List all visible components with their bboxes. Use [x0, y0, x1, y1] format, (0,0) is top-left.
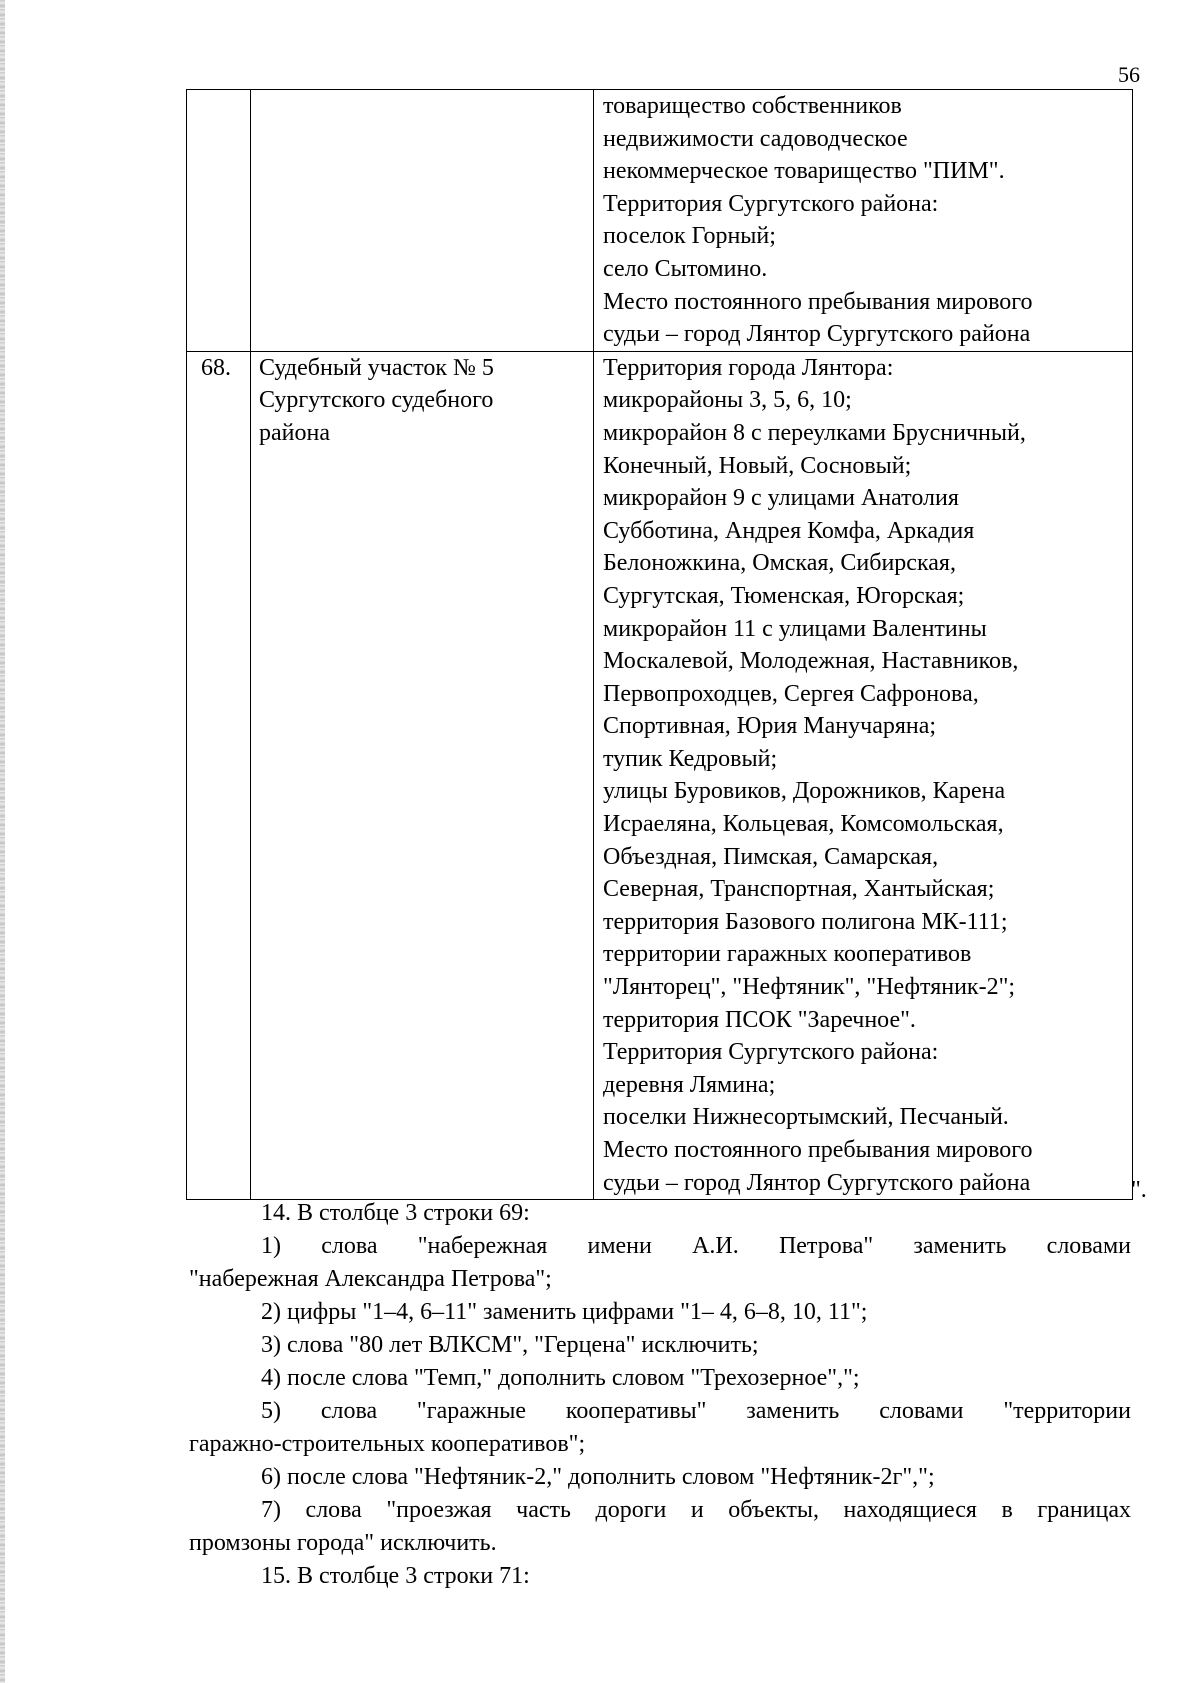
territory-line: Белоножкина, Омская, Сибирская,: [603, 550, 956, 577]
court-name-line: района: [259, 419, 330, 446]
territory-line: микрорайон 8 с переулками Брусничный,: [603, 419, 1026, 446]
territory-line: Объездная, Пимская, Самарская,: [603, 843, 939, 870]
territory-line: недвижимости садоводческое: [603, 125, 908, 152]
territory-line: Территория города Лянтора:: [603, 354, 894, 381]
item-14-heading: 14. В столбце 3 строки 69:: [261, 1200, 530, 1226]
territory-line: Северная, Транспортная, Хантыйская;: [603, 876, 995, 903]
territory-line: товарищество собственников: [603, 93, 902, 119]
closing-quote: ".: [1131, 1177, 1147, 1203]
row-number: 68.: [201, 354, 231, 381]
court-name-cell: [251, 90, 594, 352]
territory-line: микрорайон 9 с улицами Анатолия: [603, 485, 959, 512]
point-5-line-2: гаражно-строительных кооперативов";: [189, 1431, 586, 1457]
court-name-line: Судебный участок № 5: [259, 354, 494, 381]
territory-line: поселок Горный;: [603, 223, 776, 250]
territory-cell: [594, 351, 1133, 1199]
table-row: [187, 90, 1133, 352]
item-14-point-5: [189, 1395, 1131, 1461]
territory-line: судьи – город Лянтор Сургутского района: [603, 1169, 1031, 1196]
territory-line: Субботина, Андрея Комфа, Аркадия: [603, 517, 975, 544]
point-1-line-1: 1) слова "набережная имени А.И. Петрова" заменить словами: [261, 1233, 1131, 1259]
territory-list: [594, 352, 1132, 1199]
territory-list: [594, 90, 1132, 351]
row-number-cell: [187, 351, 251, 1199]
amendment-text: [189, 1197, 1131, 1593]
territory-line: Сургутская, Тюменская, Югорская;: [603, 582, 965, 609]
territory-line: Первопроходцев, Сергея Сафронова,: [603, 680, 979, 707]
territory-line: микрорайон 11 с улицами Валентины: [603, 615, 987, 642]
territory-line: микрорайоны 3, 5, 6, 10;: [603, 387, 852, 414]
territory-line: территории гаражных кооперативов: [603, 941, 972, 968]
item-14-point-3: 3) слова "80 лет ВЛКСМ", "Герцена" исключить;: [261, 1332, 759, 1358]
territory-line: Территория Сургутского района:: [603, 190, 939, 217]
territory-line: деревня Лямина;: [603, 1071, 776, 1098]
point-7-line-1: 7) слова "проезжая часть дороги и объекты, находящиеся в границах: [261, 1497, 1131, 1523]
item-14-point-1: [189, 1230, 1131, 1296]
item-14-point-7: [189, 1494, 1131, 1560]
territory-line: Место постоянного пребывания мирового: [603, 1137, 1033, 1163]
item-14-point-4: 4) после слова "Темп," дополнить словом "Трехозерное",";: [261, 1365, 860, 1391]
court-name-cell: [251, 351, 594, 1199]
court-name: [251, 352, 593, 450]
territory-line: некоммерческое товарищество "ПИМ".: [603, 158, 1005, 185]
territory-line: село Сытомино.: [603, 255, 768, 282]
territory-line: Исраеляна, Кольцевая, Комсомольская,: [603, 811, 1004, 838]
territory-line: "Лянторец", "Нефтяник", "Нефтяник-2";: [603, 974, 1016, 1001]
territory-line: тупик Кедровый;: [603, 745, 778, 772]
court-name-line: Сургутского судебного: [259, 387, 494, 414]
point-5-line-1: 5) слова "гаражные кооперативы" заменить словами "территории: [261, 1398, 1131, 1424]
territory-line: Москалевой, Молодежная, Наставников,: [603, 648, 1019, 675]
row-number-cell: [187, 90, 251, 352]
territory-line: Спортивная, Юрия Манучаряна;: [603, 713, 937, 740]
territory-line: Конечный, Новый, Сосновый;: [603, 452, 912, 479]
territory-line: поселки Нижнесортымский, Песчаный.: [603, 1104, 1009, 1131]
point-1-line-2: "набережная Александра Петрова";: [189, 1266, 552, 1292]
scan-edge-artifact: [0, 0, 5, 1683]
item-14-point-2: 2) цифры "1–4, 6–11" заменить цифрами "1– 4, 6–8, 10, 11";: [261, 1299, 868, 1325]
point-7-line-2: промзоны города" исключить.: [189, 1530, 497, 1556]
territory-cell: [594, 90, 1133, 352]
territory-line: улицы Буровиков, Дорожников, Карена: [603, 778, 1006, 805]
territory-line: территория Базового полигона МК-111;: [603, 908, 1008, 935]
territory-line: судьи – город Лянтор Сургутского района: [603, 321, 1031, 348]
courts-table: [186, 89, 1133, 1200]
item-14-point-6: 6) после слова "Нефтяник-2," дополнить словом "Нефтяник-2г",";: [261, 1464, 935, 1490]
table-row: [187, 351, 1133, 1199]
territory-line: Место постоянного пребывания мирового: [603, 288, 1033, 315]
item-15-heading: 15. В столбце 3 строки 71:: [261, 1563, 530, 1589]
territory-line: территория ПСОК "Заречное".: [603, 1006, 916, 1033]
page-number: 56: [1118, 62, 1140, 87]
territory-line: Территория Сургутского района:: [603, 1039, 939, 1066]
